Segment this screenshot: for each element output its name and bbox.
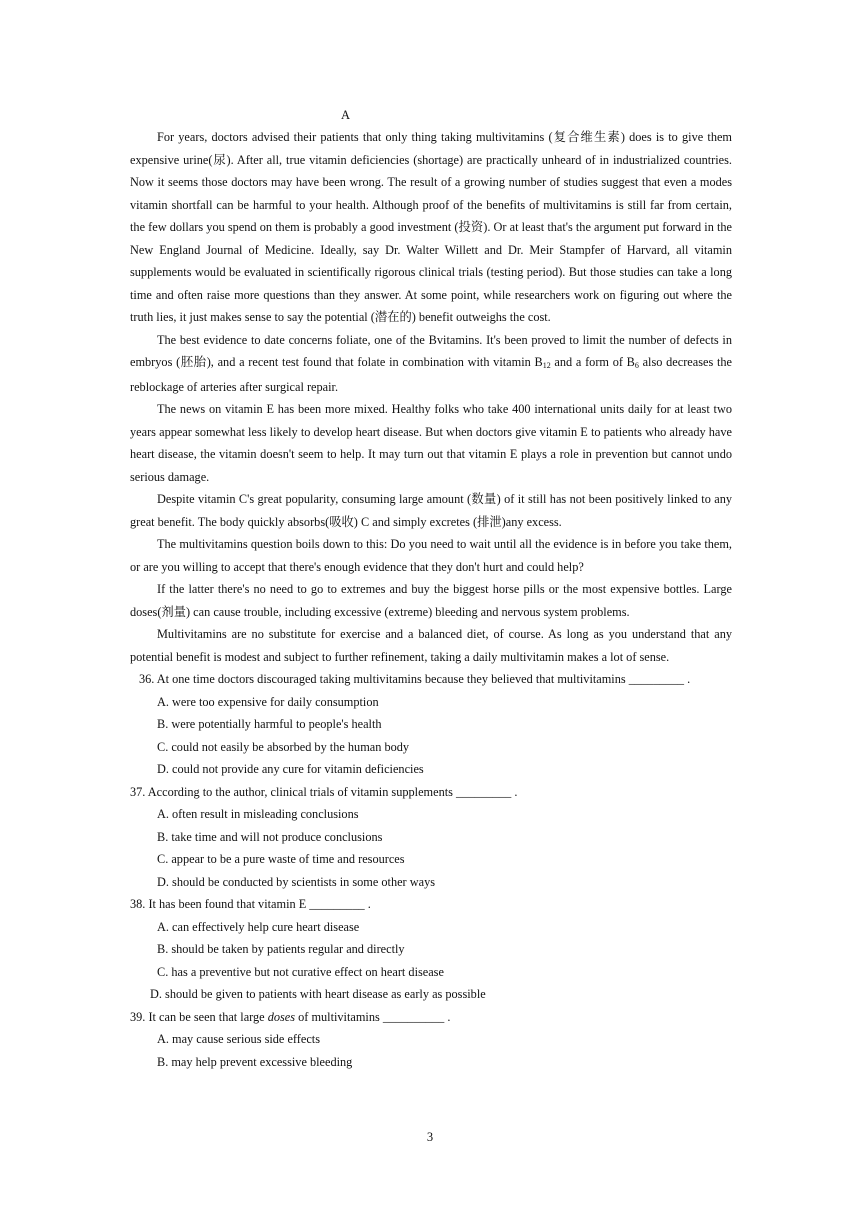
question-38-option-c: C. has a preventive but not curative effect on heart disease bbox=[157, 964, 444, 979]
question-text: of multivitamins __________ . bbox=[295, 1009, 451, 1024]
page-number: 3 bbox=[426, 1130, 434, 1144]
paragraph-text: The best evidence to date concerns foliate, one of the Bvitamins. It's been proved to limit the number of defects in embryos (胚胎), and a recent test found that folate in combination with vitamin B bbox=[130, 332, 732, 369]
question-37-option-b: B. take time and will not produce conclusions bbox=[157, 829, 383, 844]
question-36-option-a: A. were too expensive for daily consumption bbox=[157, 694, 379, 709]
question-36-option-c: C. could not easily be absorbed by the human body bbox=[157, 739, 410, 754]
passage-paragraph-4: Despite vitamin C's great popularity, consuming large amount (数量) of it still has not been positively linked to any great benefit. The body quickly absorbs(吸收) C and simply excretes (排泄)any excess. bbox=[130, 492, 732, 529]
passage-paragraph-2 bbox=[130, 329, 732, 399]
question-39-option-b: B. may help prevent excessive bleeding bbox=[157, 1054, 353, 1069]
passage-paragraph-5: The multivitamins question boils down to this: Do you need to wait until all the evidence is in before you take them, or are you willing to accept that there's enough evidence that they don't hurt and could help? bbox=[130, 537, 732, 574]
question-38-stem: 38. It has been found that vitamin E _________ . bbox=[130, 897, 371, 911]
emphasized-word: doses bbox=[267, 1009, 296, 1024]
question-36-option-d: D. could not provide any cure for vitamin deficiencies bbox=[157, 762, 424, 776]
passage-paragraph-1: For years, doctors advised their patients that only thing taking multivitamins (复合维生素) does is to give them expensive urine(尿). After all, true vitamin deficiencies (shortage) are practically unheard of in industrialized countries. Now it seems those doctors may have been wrong. The result of a growing number of studies suggest that even a modes vitamin shortfall can be harmful to your health. Although proof of the benefits of multivitamins is still far from certain, the few dollars you spend on them is probably a good investment (投资). Or at least that's the argument put forward in the New England Journal of Medicine. Ideally, say Dr. Walter Willett and Dr. Meir Stampfer of Harvard, all vitamin supplements would be evaluated in scientifically rigorous clinical trials (testing period). But those studies can take a long time and often raise more questions than they answer. At some point, while researchers work on figuring out where the truth lies, it just makes sense to say the potential (潜在的) benefit outweighs the cost. bbox=[130, 130, 732, 324]
question-37-option-d: D. should be conducted by scientists in some other ways bbox=[157, 874, 436, 889]
question-36-option-b: B. were potentially harmful to people's health bbox=[157, 717, 382, 731]
subscript: 12 bbox=[542, 361, 551, 370]
question-38-option-a: A. can effectively help cure heart disease bbox=[157, 919, 360, 934]
document-body bbox=[130, 126, 732, 1073]
question-37-option-a: A. often result in misleading conclusions bbox=[157, 807, 359, 821]
passage-paragraph-7: Multivitamins are no substitute for exercise and a balanced diet, of course. As long as you understand that any potential benefit is modest and subject to further refinement, taking a daily multivitamin makes a lot of sense. bbox=[130, 627, 732, 664]
passage-paragraph-3: The news on vitamin E has been more mixed. Healthy folks who take 400 international units daily for at least two years appear somewhat less likely to develop heart disease. But when doctors give vitamin E to patients who already have heart disease, the vitamin doesn't seem to help. It may turn out that vitamin E plays a role in prevention but cannot undo serious damage. bbox=[130, 402, 732, 484]
question-39-stem bbox=[130, 1006, 732, 1029]
subscript: 6 bbox=[634, 361, 639, 370]
question-text: 39. It can be seen that large bbox=[130, 1009, 268, 1024]
question-38-option-d: D. should be given to patients with heart disease as early as possible bbox=[150, 987, 486, 1001]
question-37-option-c: C. appear to be a pure waste of time and resources bbox=[157, 852, 405, 866]
question-39-option-a: A. may cause serious side effects bbox=[157, 1032, 320, 1046]
passage-heading: A bbox=[341, 108, 351, 122]
question-37-stem: 37. According to the author, clinical trials of vitamin supplements _________ . bbox=[130, 784, 518, 799]
question-36-stem: 36. At one time doctors discouraged taking multivitamins because they believed that multivitamins _________ . bbox=[139, 672, 691, 686]
passage-paragraph-6: If the latter there's no need to go to extremes and buy the biggest horse pills or the most expensive bottles. Large doses(剂量) can cause trouble, including excessive (extreme) bleeding and nervous system problems. bbox=[130, 582, 732, 619]
paragraph-text: and a form of B bbox=[550, 355, 635, 369]
paragraph-text: also decreases the reblockage of arteries after surgical repair. bbox=[130, 355, 732, 394]
question-38-option-b: B. should be taken by patients regular and directly bbox=[157, 942, 405, 956]
